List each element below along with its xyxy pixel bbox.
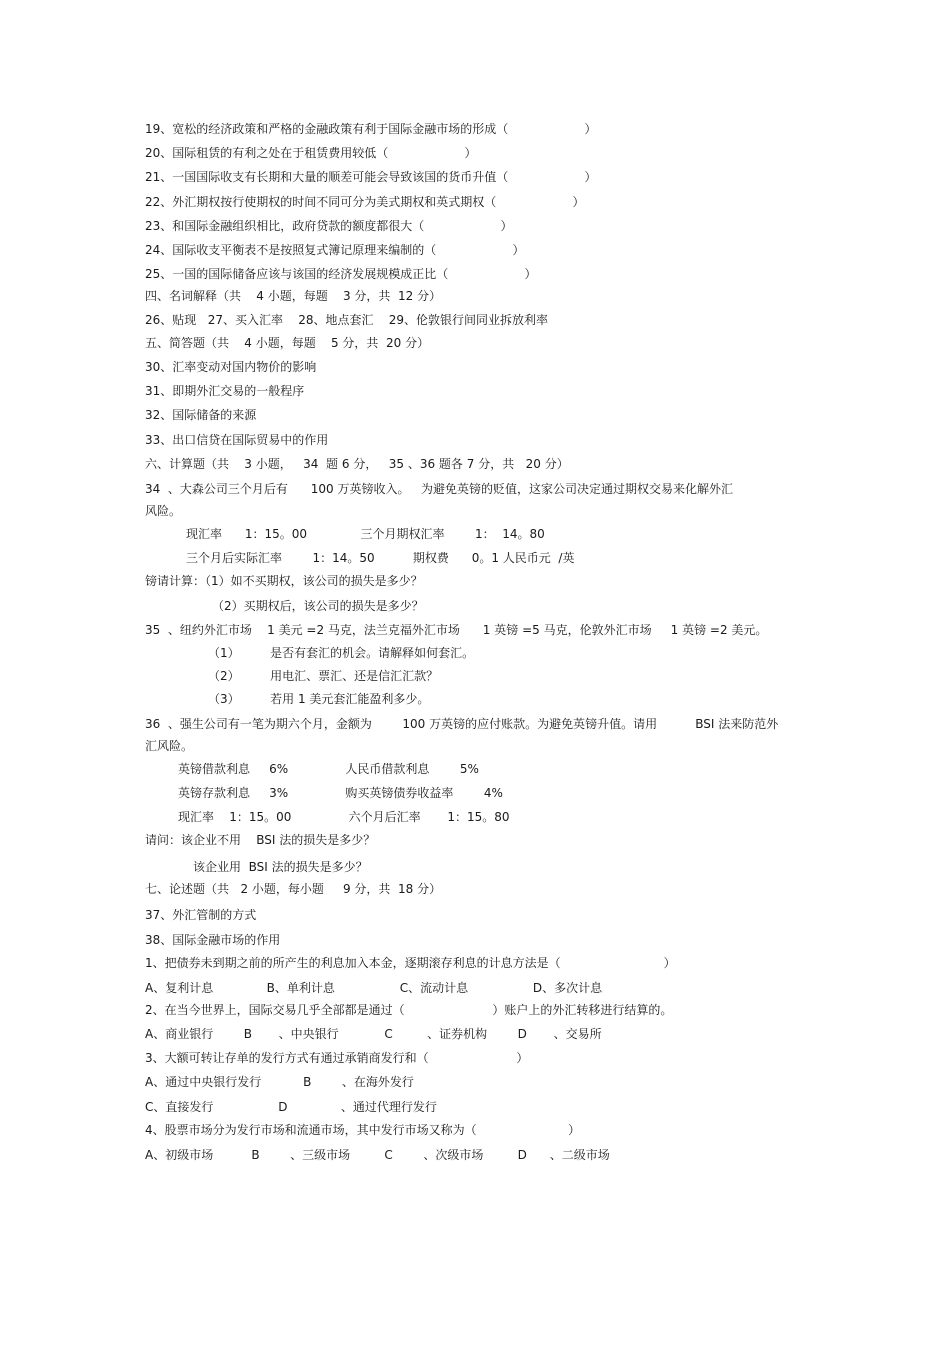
- text-line: 英镑借款利息 6% 人民币借款利息 5%: [178, 762, 479, 776]
- text-line: 37、外汇管制的方式: [145, 908, 257, 922]
- text-line: 该企业用 BSI 法的损失是多少？: [193, 860, 368, 874]
- text-line: 35 、纽约外汇市场 1 美元 =2 马克，法兰克福外汇市场 1 英镑 =5 马克，伦敦外汇市场 1 英镑 =2 美元。: [145, 623, 768, 637]
- text-line: 英镑存款利息 3% 购买英镑债券收益率 4%: [178, 786, 503, 800]
- section-heading: 四、名词解释（共 4 小题，每题 3 分，共 12 分）: [145, 289, 442, 303]
- text-line: 镑请计算：（1）如不买期权，该公司的损失是多少？: [145, 574, 423, 588]
- text-line: （3） 若用 1 美元套汇能盈利多少。: [208, 692, 430, 706]
- text-line: 24、国际收支平衡表不是按照复式簿记原理来编制的（ ）: [145, 243, 525, 257]
- text-line: 32、国际储备的来源: [145, 408, 257, 422]
- text-line: 22、外汇期权按行使期权的时间不同可分为美式期权和英式期权（ ）: [145, 195, 585, 209]
- text-line: 三个月后实际汇率 1：14。50 期权费 0。1 人民币元 /英: [186, 551, 575, 565]
- text-line: 请问：该企业不用 BSI 法的损失是多少？: [145, 833, 376, 847]
- text-line: 现汇率 1：15。00 六个月后汇率 1：15。80: [178, 810, 510, 824]
- text-line: 30、汇率变动对国内物价的影响: [145, 360, 317, 374]
- text-line: （2） 用电汇、票汇、还是信汇汇款？: [208, 669, 439, 683]
- text-line: 26、贴现 27、买入汇率 28、地点套汇 29、伦敦银行间同业拆放利率: [145, 313, 549, 327]
- text-line: 31、即期外汇交易的一般程序: [145, 384, 305, 398]
- text-line: 20、国际租赁的有利之处在于租赁费用较低（ ）: [145, 146, 477, 160]
- text-line: 现汇率 1：15。00 三个月期权汇率 1： 14。80: [186, 527, 545, 541]
- text-line: 风险。: [145, 504, 182, 518]
- question-line: 2、在当今世界上，国际交易几乎全部都是通过（ ）账户上的外汇转移进行结算的。: [145, 1003, 673, 1017]
- options-line: C、直接发行 D 、通过代理行发行: [145, 1100, 437, 1114]
- options-line: A、通过中央银行发行 B 、在海外发行: [145, 1075, 414, 1089]
- options-line: A、初级市场 B 、三级市场 C 、次级市场 D 、二级市场: [145, 1148, 610, 1162]
- question-line: 1、把债券未到期之前的所产生的利息加入本金，逐期滚存利息的计息方法是（ ）: [145, 956, 676, 970]
- text-line: 33、出口信贷在国际贸易中的作用: [145, 433, 329, 447]
- text-line: 38、国际金融市场的作用: [145, 933, 281, 947]
- section-heading: 五、简答题（共 4 小题，每题 5 分，共 20 分）: [145, 336, 430, 350]
- options-line: A、复利计息 B、单利计息 C、流动计息 D、多次计息: [145, 981, 603, 995]
- text-line: 19、宽松的经济政策和严格的金融政策有利于国际金融市场的形成（ ）: [145, 122, 597, 136]
- text-line: 25、一国的国际储备应该与该国的经济发展规模成正比（ ）: [145, 267, 537, 281]
- text-line: 34 、大森公司三个月后有 100 万英镑收入。 为避免英镑的贬值，这家公司决定通过期权交易来化解外汇: [145, 482, 733, 496]
- text-line: 23、和国际金融组织相比，政府贷款的额度都很大（ ）: [145, 219, 513, 233]
- section-heading: 七、论述题（共 2 小题，每小题 9 分，共 18 分）: [145, 882, 442, 896]
- options-line: A、商业银行 B 、中央银行 C 、证券机构 D 、交易所: [145, 1027, 602, 1041]
- question-line: 4、股票市场分为发行市场和流通市场，其中发行市场又称为（ ）: [145, 1123, 581, 1137]
- text-line: （2）买期权后，该公司的损失是多少？: [212, 599, 424, 613]
- text-line: 汇风险。: [145, 739, 194, 753]
- text-line: 21、一国国际收支有长期和大量的顺差可能会导致该国的货币升值（ ）: [145, 170, 597, 184]
- section-heading: 六、计算题（共 3 小题， 34 题 6 分， 35 、36 题各 7 分，共 20 分）: [145, 457, 569, 471]
- text-line: 36 、强生公司有一笔为期六个月，金额为 100 万英镑的应付账款。为避免英镑升值。请用 BSI 法来防范外: [145, 717, 779, 731]
- question-line: 3、大额可转让存单的发行方式有通过承销商发行和（ ）: [145, 1051, 529, 1065]
- text-line: （1） 是否有套汇的机会。请解释如何套汇。: [208, 646, 475, 660]
